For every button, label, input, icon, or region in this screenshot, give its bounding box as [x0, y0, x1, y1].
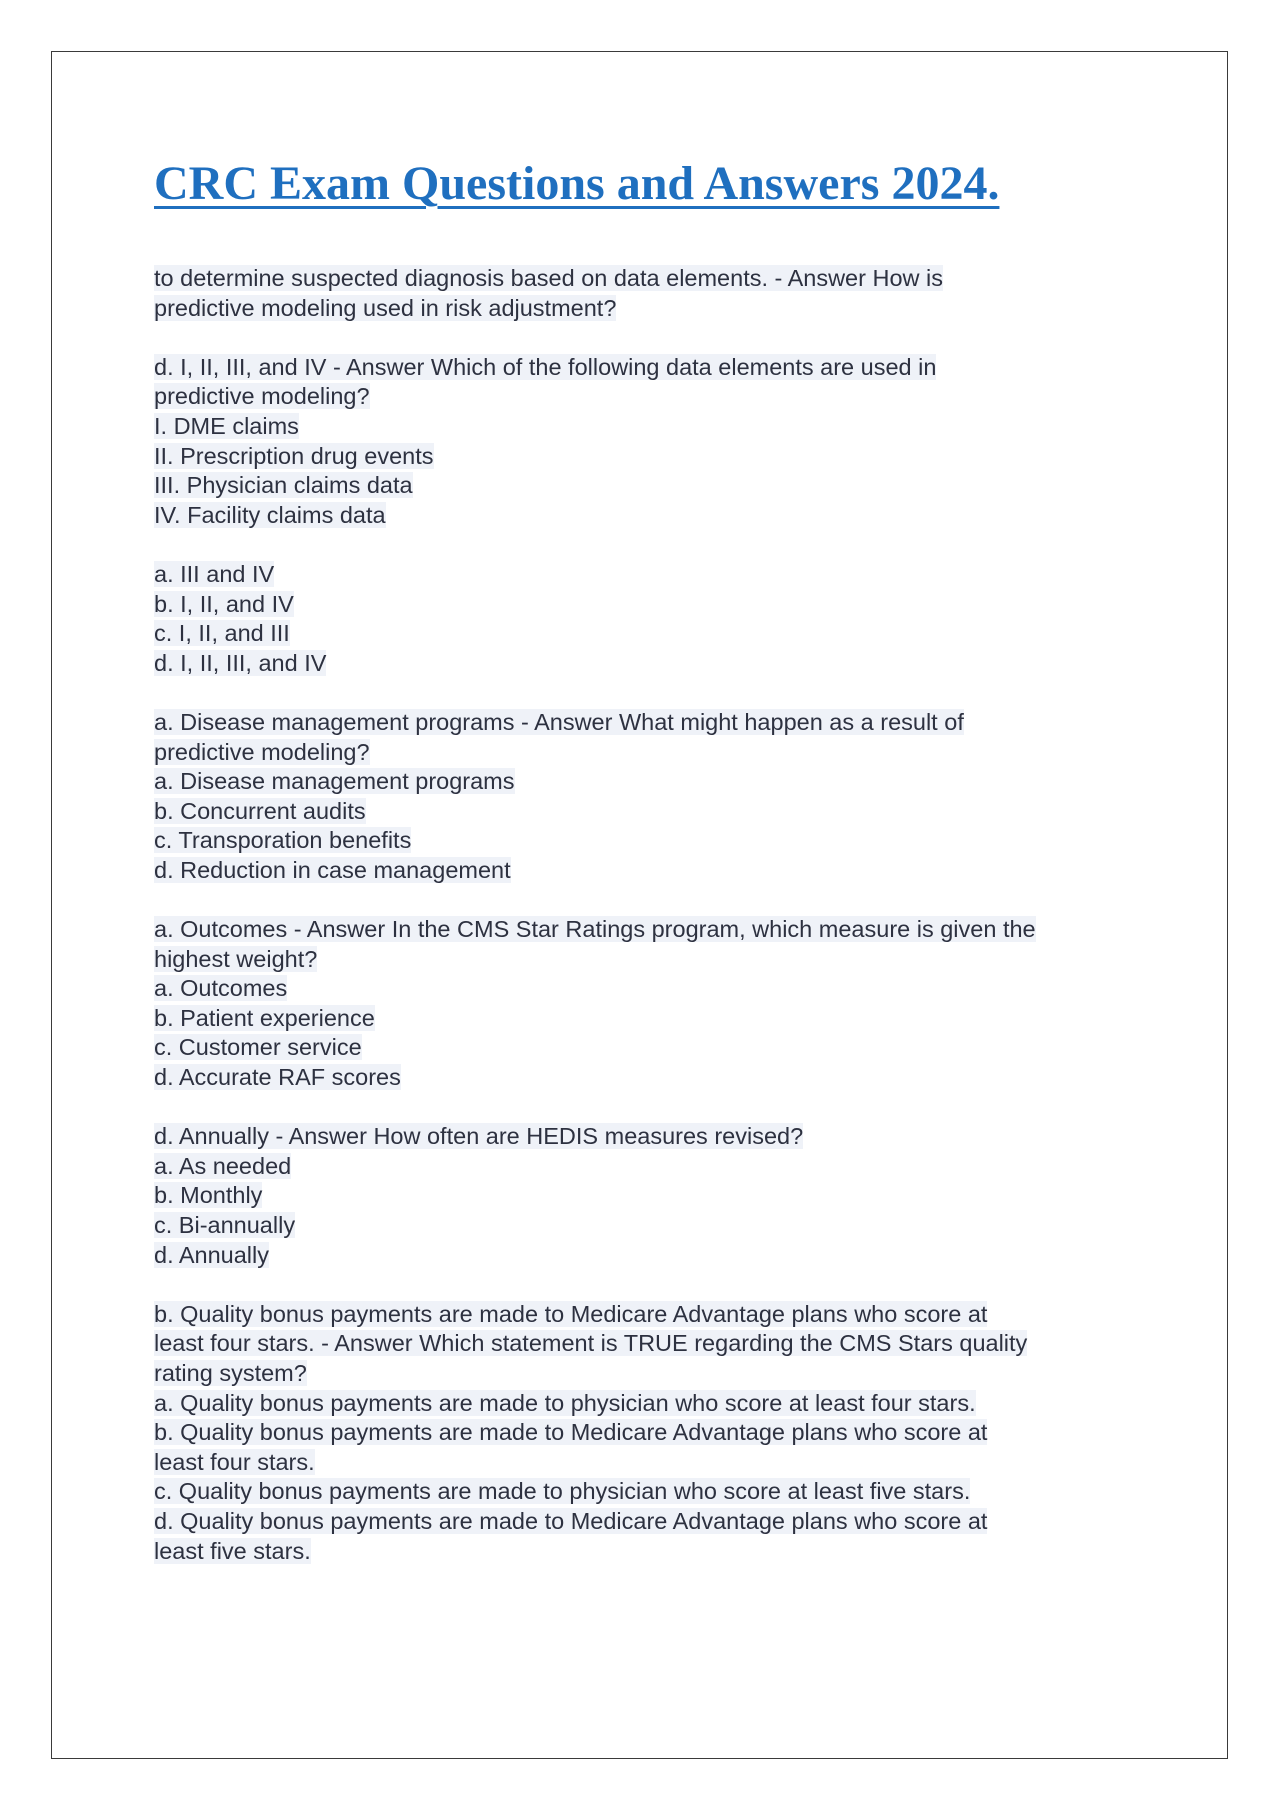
text-line-content: a. Quality bonus payments are made to physician who score at least four stars.	[154, 1389, 976, 1416]
text-line-content: least five stars.	[154, 1537, 311, 1564]
text-line-content: II. Prescription drug events	[154, 442, 434, 469]
qa-block	[154, 1300, 1154, 1566]
text-line	[154, 767, 1154, 797]
text-line	[154, 738, 1154, 768]
text-line-content: d. I, II, III, and IV - Answer Which of the following data elements are used in	[154, 353, 937, 380]
text-line-content: d. I, II, III, and IV	[154, 649, 327, 676]
text-line-content: rating system?	[154, 1359, 307, 1386]
text-line-content: c. Customer service	[154, 1034, 362, 1061]
text-line-content: a. III and IV	[154, 560, 275, 587]
text-line	[154, 708, 1154, 738]
document-title: CRC Exam Questions and Answers 2024.	[154, 157, 1000, 210]
text-line-content: I. DME claims	[154, 412, 299, 439]
text-line	[154, 560, 1154, 590]
text-line	[154, 1359, 1154, 1389]
text-line	[154, 1507, 1154, 1537]
text-line	[154, 353, 1154, 383]
text-line	[154, 1181, 1154, 1211]
qa-block	[154, 1122, 1154, 1270]
text-line	[154, 915, 1154, 945]
text-line	[154, 442, 1154, 472]
text-line-content: b. Quality bonus payments are made to Medicare Advantage plans who score at	[154, 1419, 988, 1446]
text-line-content: b. Patient experience	[154, 1004, 375, 1031]
text-line-content: predictive modeling?	[154, 738, 370, 765]
text-line	[154, 1300, 1154, 1330]
text-line	[154, 1329, 1154, 1359]
text-line	[154, 619, 1154, 649]
text-line	[154, 294, 1154, 324]
text-line-content: c. Transporation benefits	[154, 827, 412, 854]
text-line	[154, 1418, 1154, 1448]
text-line	[154, 264, 1154, 294]
text-line-content: b. Monthly	[154, 1182, 263, 1209]
text-line-content: d. Annually - Answer How often are HEDIS measures revised?	[154, 1123, 804, 1150]
text-line	[154, 826, 1154, 856]
blank-line	[154, 530, 1154, 560]
text-line	[154, 1241, 1154, 1271]
text-line	[154, 1152, 1154, 1182]
qa-block	[154, 915, 1154, 1093]
text-line	[154, 1389, 1154, 1419]
text-line	[154, 471, 1154, 501]
text-line-content: a. Disease management programs	[154, 768, 515, 795]
text-line-content: predictive modeling used in risk adjustment?	[154, 294, 617, 321]
text-line-content: c. I, II, and III	[154, 620, 290, 647]
text-line-content: d. Annually	[154, 1241, 269, 1268]
text-line	[154, 1211, 1154, 1241]
text-line-content: c. Quality bonus payments are made to physician who score at least five stars.	[154, 1478, 971, 1505]
text-line	[154, 1448, 1154, 1478]
text-line-content: d. Reduction in case management	[154, 856, 511, 883]
text-line	[154, 382, 1154, 412]
text-line-content: least four stars.	[154, 1448, 315, 1475]
text-line-content: to determine suspected diagnosis based on data elements. - Answer How is	[154, 265, 943, 291]
text-line-content: a. Outcomes	[154, 975, 288, 1002]
qa-block	[154, 264, 1154, 323]
text-line-content: c. Bi-annually	[154, 1212, 296, 1238]
text-line-content: a. Outcomes - Answer In the CMS Star Ratings program, which measure is given the	[154, 916, 1036, 943]
text-line-content: d. Quality bonus payments are made to Medicare Advantage plans who score at	[154, 1507, 988, 1534]
text-line	[154, 649, 1154, 679]
text-line	[154, 856, 1154, 886]
text-line-content: b. I, II, and IV	[154, 590, 294, 617]
text-line	[154, 1122, 1154, 1152]
text-line	[154, 945, 1154, 975]
text-line	[154, 1537, 1154, 1567]
text-line-content: a. Disease management programs - Answer What might happen as a result of	[154, 708, 964, 735]
text-line-content: predictive modeling?	[154, 383, 370, 410]
text-line-content: b. Concurrent audits	[154, 797, 366, 824]
text-line	[154, 590, 1154, 620]
text-line-content: least four stars. - Answer Which statement is TRUE regarding the CMS Stars quality	[154, 1330, 1028, 1357]
text-line	[154, 797, 1154, 827]
qa-block	[154, 708, 1154, 886]
text-line-content: a. As needed	[154, 1152, 292, 1179]
text-line	[154, 1477, 1154, 1507]
qa-block	[154, 353, 1154, 679]
text-line	[154, 412, 1154, 442]
text-line-content: b. Quality bonus payments are made to Medicare Advantage plans who score at	[154, 1300, 988, 1327]
text-line-content: III. Physician claims data	[154, 472, 413, 499]
text-line-content: highest weight?	[154, 945, 318, 972]
text-line	[154, 1004, 1154, 1034]
text-line-content: d. Accurate RAF scores	[154, 1064, 401, 1091]
text-line	[154, 501, 1154, 531]
document-body	[154, 264, 1154, 1596]
text-line-content	[154, 531, 161, 557]
text-line-content: IV. Facility claims data	[154, 501, 386, 528]
text-line	[154, 1033, 1154, 1063]
text-line	[154, 1063, 1154, 1093]
text-line	[154, 974, 1154, 1004]
